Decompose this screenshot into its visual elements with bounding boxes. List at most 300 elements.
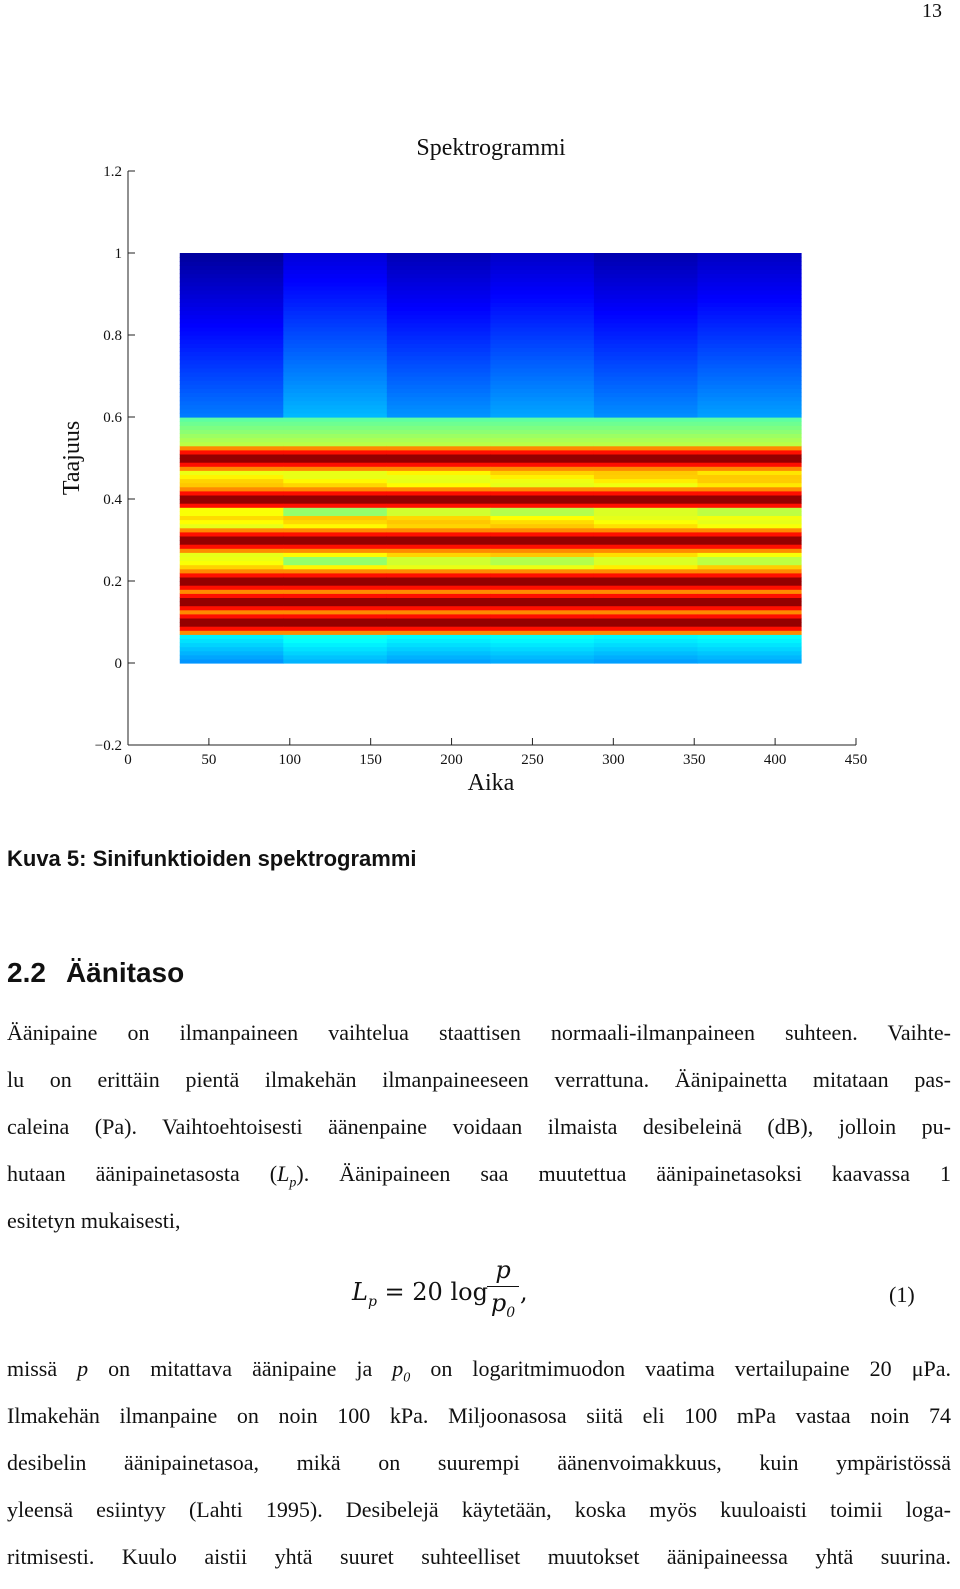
heatmap-cell (387, 417, 491, 422)
heatmap-cell (387, 450, 491, 455)
heatmap-cell (180, 511, 284, 516)
heatmap-cell (594, 409, 698, 414)
heatmap-cell (697, 589, 801, 594)
text-run: on mitattava äänipaine ja (88, 1356, 393, 1381)
heatmap-cell (387, 565, 491, 570)
heatmap-cell (387, 294, 491, 299)
heatmap-cell (594, 569, 698, 574)
heatmap-cell (387, 454, 491, 459)
heatmap-cell (697, 347, 801, 352)
heatmap-cell (283, 556, 387, 561)
heatmap-cell (697, 499, 801, 504)
heatmap-cell (490, 479, 594, 484)
heatmap-cell (594, 401, 698, 406)
heatmap-cell (490, 503, 594, 508)
heatmap-cell (180, 347, 284, 352)
heatmap-cell (697, 454, 801, 459)
heatmap-cell (697, 630, 801, 635)
heatmap-cell (283, 622, 387, 627)
heatmap-cell (283, 524, 387, 529)
fraction-bar (487, 1286, 519, 1287)
symbol-p: p (77, 1356, 89, 1381)
heatmap-cell (180, 618, 284, 623)
heatmap-cell (180, 528, 284, 533)
heatmap-cell (697, 520, 801, 525)
heatmap-cell (697, 257, 801, 262)
figure-caption: Kuva 5: Sinifunktioiden spektrogrammi (7, 846, 417, 871)
heatmap-cell (490, 450, 594, 455)
heatmap-cell (387, 335, 491, 340)
heatmap-cell (387, 306, 491, 311)
heatmap-cell (387, 491, 491, 496)
heatmap-cell (490, 643, 594, 648)
heatmap-cell (697, 622, 801, 627)
heatmap-cell (697, 446, 801, 451)
heatmap-cell (180, 483, 284, 488)
equation-comma: , (520, 1278, 528, 1306)
heatmap-cell (180, 438, 284, 443)
heatmap-cell (490, 569, 594, 574)
heatmap-cell (387, 638, 491, 643)
x-tick-label: 250 (521, 752, 544, 768)
equation-rhs: = 20 log (376, 1278, 488, 1306)
heatmap-cell (697, 360, 801, 365)
y-tick-label: 1.2 (103, 164, 122, 180)
heatmap-cell (490, 257, 594, 262)
heatmap-cell (490, 372, 594, 377)
heatmap-cell (594, 565, 698, 570)
section-heading (7, 957, 184, 989)
heatmap-cell (490, 302, 594, 307)
heatmap-cell (387, 290, 491, 295)
heatmap-cell (697, 634, 801, 639)
heatmap-cell (697, 552, 801, 557)
heatmap-cell (594, 552, 698, 557)
heatmap-cell (490, 593, 594, 598)
heatmap-cell (594, 618, 698, 623)
fraction (487, 1256, 519, 1321)
heatmap-cell (180, 417, 284, 422)
heatmap-cell (697, 306, 801, 311)
x-tick-label: 50 (201, 752, 217, 768)
heatmap-cell (697, 532, 801, 537)
denominator-subscript: 0 (506, 1304, 516, 1321)
heatmap-cell (697, 261, 801, 266)
heatmap-cell (594, 454, 698, 459)
heatmap-cell (180, 634, 284, 639)
heatmap-cell (283, 565, 387, 570)
heatmap-cell (387, 544, 491, 549)
denominator (487, 1289, 519, 1321)
heatmap-cell (180, 253, 284, 258)
heatmap-cell (180, 429, 284, 434)
heatmap-cell (180, 503, 284, 508)
heatmap-cell (490, 544, 594, 549)
heatmap-cell (283, 290, 387, 295)
symbol-p: p (289, 1175, 297, 1191)
heatmap-cell (387, 331, 491, 336)
heatmap-cell (490, 360, 594, 365)
heatmap-cell (594, 360, 698, 365)
denominator-symbol: p (490, 1289, 507, 1317)
heatmap-cell (697, 429, 801, 434)
heatmap-cell (594, 589, 698, 594)
heatmap-cell (594, 286, 698, 291)
heatmap-cell (387, 474, 491, 479)
heatmap-cell (594, 462, 698, 467)
heatmap-cell (180, 569, 284, 574)
heatmap-cell (387, 261, 491, 266)
heatmap-cell (283, 339, 387, 344)
heatmap-cell (594, 347, 698, 352)
heatmap-cell (490, 524, 594, 529)
paragraph-line (7, 1345, 951, 1392)
heatmap-cell (387, 278, 491, 283)
heatmap-cell (283, 409, 387, 414)
heatmap-cell (387, 310, 491, 315)
heatmap-cell (594, 327, 698, 332)
heatmap-cell (180, 282, 284, 287)
heatmap-cell (594, 507, 698, 512)
x-tick-label: 200 (440, 752, 463, 768)
heatmap-cell (283, 364, 387, 369)
heatmap-cell (387, 618, 491, 623)
heatmap-cell (387, 622, 491, 627)
heatmap-cell (490, 507, 594, 512)
heatmap-cell (594, 392, 698, 397)
heatmap-cell (283, 433, 387, 438)
heatmap-cell (490, 458, 594, 463)
heatmap-cell (180, 425, 284, 430)
heatmap-cell (180, 269, 284, 274)
heatmap-cell (594, 425, 698, 430)
heatmap-cell (387, 397, 491, 402)
heatmap-cell (387, 495, 491, 500)
heatmap-cell (387, 253, 491, 258)
heatmap-cell (697, 515, 801, 520)
heatmap-cell (180, 589, 284, 594)
heatmap-cell (180, 392, 284, 397)
heatmap-cell (387, 384, 491, 389)
heatmap-cell (283, 282, 387, 287)
heatmap-cell (490, 413, 594, 418)
heatmap-cell (594, 302, 698, 307)
heatmap-cell (490, 491, 594, 496)
heatmap-cell (283, 479, 387, 484)
heatmap-cell (180, 602, 284, 607)
heatmap-cell (490, 470, 594, 475)
heatmap-cell (387, 487, 491, 492)
heatmap-cell (594, 515, 698, 520)
y-tick-label: 0.2 (103, 574, 122, 590)
heatmap-cell (697, 253, 801, 258)
heatmap-cell (180, 413, 284, 418)
heatmap-cell (594, 438, 698, 443)
heatmap-cell (283, 372, 387, 377)
heatmap-cell (594, 446, 698, 451)
heatmap-cell (387, 425, 491, 430)
x-tick-label: 0 (124, 752, 132, 768)
heatmap-cell (490, 466, 594, 471)
paragraph-line: caleina (Pa). Vaihtoehtoisesti äänenpaine voidaan ilmaista desibeleinä (dB), jolloin pu- (7, 1114, 951, 1139)
heatmap-cell (697, 319, 801, 324)
heatmap-cell (594, 577, 698, 582)
heatmap-cell (180, 524, 284, 529)
heatmap-cell (594, 597, 698, 602)
heatmap-cell (490, 319, 594, 324)
heatmap-cell (180, 499, 284, 504)
heatmap-cell (387, 401, 491, 406)
heatmap-cell (283, 319, 387, 324)
heatmap-cell (387, 466, 491, 471)
paragraph-line: esitetyn mukaisesti, (7, 1208, 181, 1233)
y-axis-label: Taajuus (59, 420, 85, 496)
heatmap-cell (697, 462, 801, 467)
heatmap-cell (180, 458, 284, 463)
heatmap-cell (283, 507, 387, 512)
heatmap-cell (180, 327, 284, 332)
heatmap-cell (387, 610, 491, 615)
heatmap-cell (387, 630, 491, 635)
heatmap-cell (594, 556, 698, 561)
page-number: 13 (922, 0, 942, 22)
heatmap-cell (594, 339, 698, 344)
heatmap-cell (594, 278, 698, 283)
heatmap-cell (697, 651, 801, 656)
heatmap-cell (180, 470, 284, 475)
heatmap-cell (283, 618, 387, 623)
heatmap-cell (594, 376, 698, 381)
heatmap-cell (387, 433, 491, 438)
heatmap-cell (490, 331, 594, 336)
heatmap-cell (594, 269, 698, 274)
heatmap-cell (697, 405, 801, 410)
heatmap-cell (490, 368, 594, 373)
heatmap-cell (490, 380, 594, 385)
heatmap-cell (490, 429, 594, 434)
heatmap-cell (283, 561, 387, 566)
heatmap-cell (594, 261, 698, 266)
heatmap-cell (180, 388, 284, 393)
heatmap-cell (490, 618, 594, 623)
heatmap-cell (180, 606, 284, 611)
paragraph-line: Ilmakehän ilmanpaine on noin 100 kPa. Miljoonasosa siitä eli 100 mPa vastaa noin 74 (7, 1403, 951, 1428)
heatmap-cell (697, 491, 801, 496)
heatmap-cell (387, 651, 491, 656)
heatmap-cell (594, 581, 698, 586)
heatmap-cell (180, 532, 284, 537)
heatmap-cell (490, 622, 594, 627)
heatmap-cell (697, 356, 801, 361)
heatmap-cell (283, 306, 387, 311)
heatmap-cell (490, 356, 594, 361)
heatmap-cell (283, 466, 387, 471)
heatmap-cell (283, 269, 387, 274)
heatmap-cell (283, 253, 387, 258)
heatmap-cell (180, 597, 284, 602)
heatmap-cell (283, 421, 387, 426)
heatmap-cell (697, 626, 801, 631)
heatmap-cell (697, 433, 801, 438)
heatmap-cell (180, 339, 284, 344)
heatmap-cell (697, 384, 801, 389)
paragraph-line: ritmisesti. Kuulo aistii yhtä suuret suhteelliset muutokset äänipaineessa yhtä suurina. (7, 1544, 951, 1569)
heatmap-cell (283, 401, 387, 406)
heatmap-cell (697, 335, 801, 340)
heatmap-cell (283, 454, 387, 459)
heatmap-cell (283, 446, 387, 451)
heatmap-cell (387, 515, 491, 520)
text-run: missä (7, 1356, 78, 1381)
heatmap-cell (387, 462, 491, 467)
heatmap-cell (387, 593, 491, 598)
paragraph-line (7, 1150, 951, 1197)
heatmap-cell (387, 269, 491, 274)
heatmap-cell (180, 343, 284, 348)
heatmap-cell (594, 536, 698, 541)
heatmap-cell (697, 638, 801, 643)
heatmap-cell (387, 327, 491, 332)
heatmap-cell (490, 442, 594, 447)
heatmap-cell (594, 602, 698, 607)
text-run: ). Äänipaineen saa muutettua äänipainetasoksi kaavassa 1 (296, 1161, 951, 1186)
heatmap-cell (387, 520, 491, 525)
y-tick-label: 0.8 (103, 328, 122, 344)
heatmap-cell (180, 384, 284, 389)
heatmap-cell (490, 515, 594, 520)
heatmap-cell (697, 327, 801, 332)
x-tick-label: 450 (844, 752, 868, 768)
heatmap-cell (387, 351, 491, 356)
heatmap-cell (283, 302, 387, 307)
heatmap-cell (490, 384, 594, 389)
heatmap-cell (180, 286, 284, 291)
heatmap-cell (180, 274, 284, 279)
heatmap-cell (283, 491, 387, 496)
heatmap-cell (490, 265, 594, 270)
heatmap-cell (490, 306, 594, 311)
heatmap-cell (180, 409, 284, 414)
heatmap-cell (387, 532, 491, 537)
heatmap-cell (387, 507, 491, 512)
heatmap-cell (697, 524, 801, 529)
heatmap-cell (490, 438, 594, 443)
heatmap-cell (387, 569, 491, 574)
heatmap-cell (283, 327, 387, 332)
heatmap-cell (490, 392, 594, 397)
heatmap-cell (387, 499, 491, 504)
heatmap-cell (387, 511, 491, 516)
heatmap-cell (387, 392, 491, 397)
heatmap-cell (594, 372, 698, 377)
heatmap-cell (283, 495, 387, 500)
heatmap-cell (387, 409, 491, 414)
heatmap-cell (180, 421, 284, 426)
heatmap-cell (594, 495, 698, 500)
heatmap-cell (490, 540, 594, 545)
heatmap-cell (490, 585, 594, 590)
heatmap-cell (594, 364, 698, 369)
heatmap-cell (283, 651, 387, 656)
heatmap-cell (490, 401, 594, 406)
heatmap-cell (283, 425, 387, 430)
heatmap-cell (594, 290, 698, 295)
heatmap-cell (697, 372, 801, 377)
heatmap-cell (490, 651, 594, 656)
heatmap-cell (387, 602, 491, 607)
heatmap-cell (180, 372, 284, 377)
heatmap-cell (283, 614, 387, 619)
heatmap-cell (594, 450, 698, 455)
heatmap-cell (594, 655, 698, 660)
heatmap-cell (697, 392, 801, 397)
heatmap-cell (387, 421, 491, 426)
heatmap-cell (283, 634, 387, 639)
symbol-L: L (352, 1278, 368, 1306)
heatmap-cell (594, 306, 698, 311)
heatmap-cell (283, 397, 387, 402)
heatmap-cell (594, 610, 698, 615)
heatmap-cell (594, 528, 698, 533)
heatmap-cell (387, 442, 491, 447)
heatmap-cell (283, 462, 387, 467)
heatmap-cell (697, 397, 801, 402)
heatmap-cell (180, 638, 284, 643)
heatmap-cell (283, 343, 387, 348)
heatmap-cell (490, 351, 594, 356)
heatmap-cell (697, 577, 801, 582)
heatmap-cell (283, 470, 387, 475)
heatmap-cell (180, 351, 284, 356)
heatmap-cell (490, 556, 594, 561)
heatmap-cell (594, 331, 698, 336)
heatmap-cell (594, 630, 698, 635)
heatmap-cell (697, 302, 801, 307)
heatmap-cell (180, 487, 284, 492)
heatmap-cell (283, 405, 387, 410)
heatmap-cell (490, 388, 594, 393)
heatmap-cell (594, 520, 698, 525)
heatmap-cell (490, 335, 594, 340)
heatmap-cell (283, 474, 387, 479)
heatmap-cell (594, 573, 698, 578)
heatmap-cell (283, 659, 387, 664)
heatmap-cell (594, 265, 698, 270)
heatmap-cell (283, 643, 387, 648)
heatmap-cell (283, 384, 387, 389)
y-tick-label: 1 (114, 246, 122, 262)
heatmap-cell (283, 380, 387, 385)
heatmap-cell (283, 458, 387, 463)
heatmap-cell (283, 450, 387, 455)
heatmap-cell (180, 491, 284, 496)
heatmap-cell (490, 315, 594, 320)
heatmap-cell (490, 290, 594, 295)
heatmap-cell (283, 278, 387, 283)
heatmap-cell (283, 593, 387, 598)
heatmap-cell (697, 659, 801, 664)
heatmap-cell (387, 282, 491, 287)
heatmap-cell (180, 450, 284, 455)
heatmap-cell (283, 532, 387, 537)
heatmap-cell (594, 651, 698, 656)
heatmap-cell (180, 565, 284, 570)
heatmap-cell (283, 655, 387, 660)
heatmap-cell (594, 368, 698, 373)
heatmap-cell (180, 462, 284, 467)
heatmap-cell (283, 351, 387, 356)
heatmap-cell (180, 360, 284, 365)
